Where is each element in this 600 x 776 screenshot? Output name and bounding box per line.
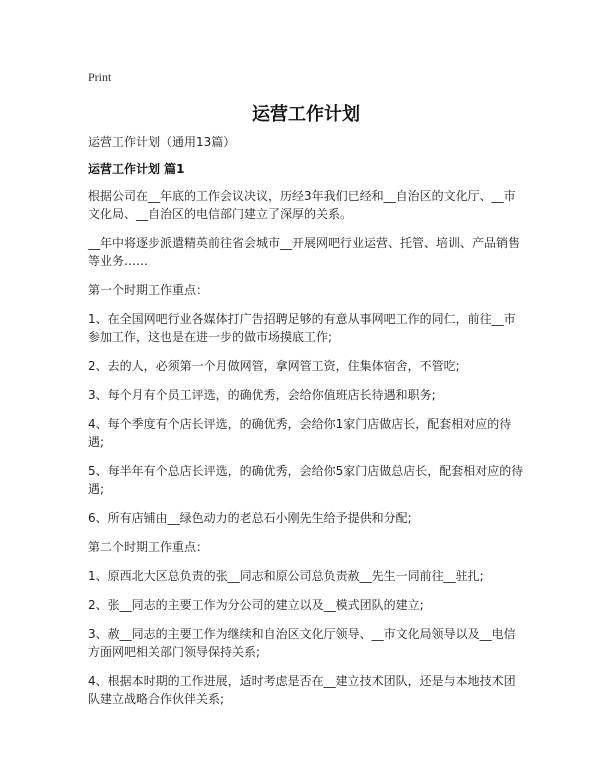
phase-one-item-5: 5、每半年有个总店长评选，的确优秀，会给你5家门店做总店长，配套相对应的待遇; [88, 464, 524, 496]
phase-one-item-6: 6、所有店铺由__绿色动力的老总石小刚先生给予提供和分配; [88, 511, 412, 525]
phase-two-heading: 第二个时期工作重点： [88, 540, 209, 554]
document-body [88, 133, 524, 719]
paragraph-intro: 根据公司在__年底的工作会议决议，历经3年我们已经和__自治区的文化厅、__市文化局、__自治区的电信部门建立了深厚的关系。 [88, 189, 516, 221]
section-heading: 运营工作计划 篇1 [88, 162, 185, 176]
phase-two-item-4: 4、根据本时期的工作进展，适时考虑是否在__建立技术团队，还是与本地技术团队建立战略合作伙伴关系; [88, 674, 516, 706]
paragraph-plan: __年中将逐步派遣精英前往省会城市__开展网吧行业运营、托管、培训、产品销售等业务…… [88, 236, 521, 268]
phase-one-item-2: 2、去的人，必须第一个月做网管，拿网管工资，住集体宿舍，不管吃; [88, 359, 460, 373]
print-label: Print [88, 70, 112, 84]
phase-one-item-3: 3、每个月有个员工评选，的确优秀，会给你值班店长待遇和职务; [88, 388, 436, 402]
phase-one-item-4: 4、每个季度有个店长评选，的确优秀，会给你1家门店做店长，配套相对应的待遇; [88, 417, 512, 449]
phase-one-item-1: 1、在全国网吧行业各媒体打广告招聘足够的有意从事网吧工作的同仁，前往__市参加工作，这也是在进一步的做市场摸底工作; [88, 312, 516, 344]
phase-two-item-1: 1、原西北大区总负责的张__同志和原公司总负责赦__先生一同前往__驻扎; [88, 569, 484, 583]
document-title: 运营工作计划 [252, 104, 360, 125]
document-subtitle: 运营工作计划（通用13篇） [88, 135, 236, 149]
phase-one-heading: 第一个时期工作重点： [88, 283, 209, 297]
phase-two-item-3: 3、赦__同志的主要工作为继续和自治区文化厅领导、__市文化局领导以及__电信方面网吧相关部门领导保持关系; [88, 627, 516, 659]
phase-two-item-2: 2、张__同志的主要工作为分公司的建立以及__模式团队的建立; [88, 598, 424, 612]
